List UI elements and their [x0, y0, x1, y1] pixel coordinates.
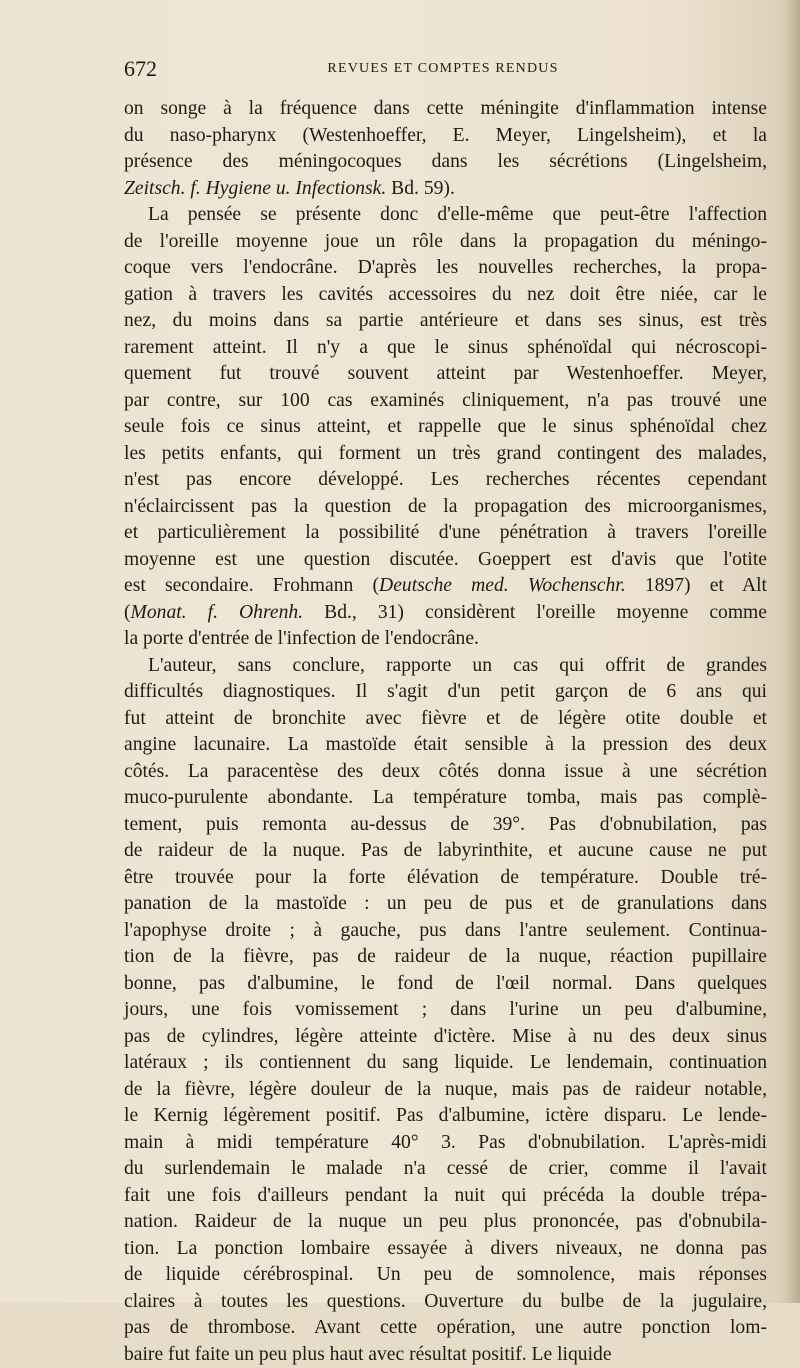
text-line: et particulièrement la possibilité d'une pénétration à travers l'oreille	[124, 520, 767, 547]
text-line: de l'oreille moyenne joue un rôle dans la propagation du méningo-	[124, 229, 767, 256]
text-line: tement, puis remonta au-dessus de 39°. Pas d'obnubilation, pas	[124, 812, 767, 839]
text-line: du surlendemain le malade n'a cessé de crier, comme il l'avait	[124, 1156, 767, 1183]
text-line: nez, du moins dans sa partie antérieure et dans ses sinus, est très	[124, 308, 767, 335]
text-line: L'auteur, sans conclure, rapporte un cas qui offrit de grandes	[124, 653, 767, 680]
text-line: fut atteint de bronchite avec fièvre et de légère otite double et	[124, 706, 767, 733]
text-line: Zeitsch. f. Hygiene u. Infectionsk. Bd. 59).	[124, 176, 767, 203]
text-line: baire fut faite un peu plus haut avec résultat positif. Le liquide	[124, 1342, 767, 1368]
page-edge-shadow	[786, 0, 800, 1303]
text-line: gation à travers les cavités accessoires du nez doit être niée, car le	[124, 282, 767, 309]
text-line: muco-purulente abondante. La température tomba, mais pas complè-	[124, 785, 767, 812]
text-line: pas de cylindres, légère atteinte d'ictère. Mise à nu des deux sinus	[124, 1024, 767, 1051]
text-line: le Kernig légèrement positif. Pas d'albumine, ictère disparu. Le lende-	[124, 1103, 767, 1130]
text-line: moyenne est une question discutée. Goeppert est d'avis que l'otite	[124, 547, 767, 574]
text-line: seule fois ce sinus atteint, et rappelle que le sinus sphénoïdal chez	[124, 414, 767, 441]
text-line: main à midi température 40° 3. Pas d'obnubilation. L'après-midi	[124, 1130, 767, 1157]
text-line: jours, une fois vomissement ; dans l'urine un peu d'albumine,	[124, 997, 767, 1024]
text-line: nation. Raideur de la nuque un peu plus prononcée, pas d'obnubila-	[124, 1209, 767, 1236]
text-line: présence des méningocoques dans les sécrétions (Lingelsheim,	[124, 149, 767, 176]
text-line: claires à toutes les questions. Ouverture du bulbe de la jugulaire,	[124, 1289, 767, 1316]
text-line: (Monat. f. Ohrenh. Bd., 31) considèrent l'oreille moyenne comme	[124, 600, 767, 627]
text-line: n'est pas encore développé. Les recherches récentes cependant	[124, 467, 767, 494]
text-line: de liquide cérébrospinal. Un peu de somnolence, mais réponses	[124, 1262, 767, 1289]
text-line: de la fièvre, légère douleur de la nuque, mais pas de raideur notable,	[124, 1077, 767, 1104]
text-line: on songe à la fréquence dans cette méningite d'inflammation intense	[124, 96, 767, 123]
page-header	[124, 56, 774, 86]
running-title: REVUES ET COMPTES RENDUS	[124, 61, 762, 77]
text-line: les petits enfants, qui forment un très grand contingent des malades,	[124, 441, 767, 468]
text-line: de raideur de la nuque. Pas de labyrinthite, et aucune cause ne put	[124, 838, 767, 865]
text-line: être trouvée pour la forte élévation de température. Double tré-	[124, 865, 767, 892]
text-line: côtés. La paracentèse des deux côtés donna issue à une sécrétion	[124, 759, 767, 786]
text-line: est secondaire. Frohmann (Deutsche med. Wochenschr. 1897) et Alt	[124, 573, 767, 600]
text-line: n'éclaircissent pas la question de la propagation des microorganismes,	[124, 494, 767, 521]
text-line: difficultés diagnostiques. Il s'agit d'un petit garçon de 6 ans qui	[124, 679, 767, 706]
text-line: tion. La ponction lombaire essayée à divers niveaux, ne donna pas	[124, 1236, 767, 1263]
text-line: panation de la mastoïde : un peu de pus et de granulations dans	[124, 891, 767, 918]
text-line: tion de la fièvre, pas de raideur de la nuque, réaction pupillaire	[124, 944, 767, 971]
text-line: fait une fois d'ailleurs pendant la nuit qui précéda la double trépa-	[124, 1183, 767, 1210]
paragraph	[124, 202, 767, 653]
text-line: quement fut trouvé souvent atteint par Westenhoeffer. Meyer,	[124, 361, 767, 388]
text-line: pas de thrombose. Avant cette opération, une autre ponction lom-	[124, 1315, 767, 1342]
text-line: bonne, pas d'albumine, le fond de l'œil normal. Dans quelques	[124, 971, 767, 998]
text-line: angine lacunaire. La mastoïde était sensible à la pression des deux	[124, 732, 767, 759]
text-line: latéraux ; ils contiennent du sang liquide. Le lendemain, continuation	[124, 1050, 767, 1077]
text-line: du naso-pharynx (Westenhoeffer, E. Meyer, Lingelsheim), et la	[124, 123, 767, 150]
paragraph	[124, 653, 767, 1368]
text-line: coque vers l'endocrâne. D'après les nouvelles recherches, la propa-	[124, 255, 767, 282]
text-line: la porte d'entrée de l'infection de l'endocrâne.	[124, 626, 767, 653]
text-line: rarement atteint. Il n'y a que le sinus sphénoïdal qui nécroscopi-	[124, 335, 767, 362]
text-line: par contre, sur 100 cas examinés cliniquement, n'a pas trouvé une	[124, 388, 767, 415]
article-body	[124, 96, 767, 1368]
page-number: 672	[124, 56, 157, 82]
paragraph	[124, 96, 767, 202]
text-line: La pensée se présente donc d'elle-même que peut-être l'affection	[124, 202, 767, 229]
text-line: l'apophyse droite ; à gauche, pus dans l'antre seulement. Continua-	[124, 918, 767, 945]
